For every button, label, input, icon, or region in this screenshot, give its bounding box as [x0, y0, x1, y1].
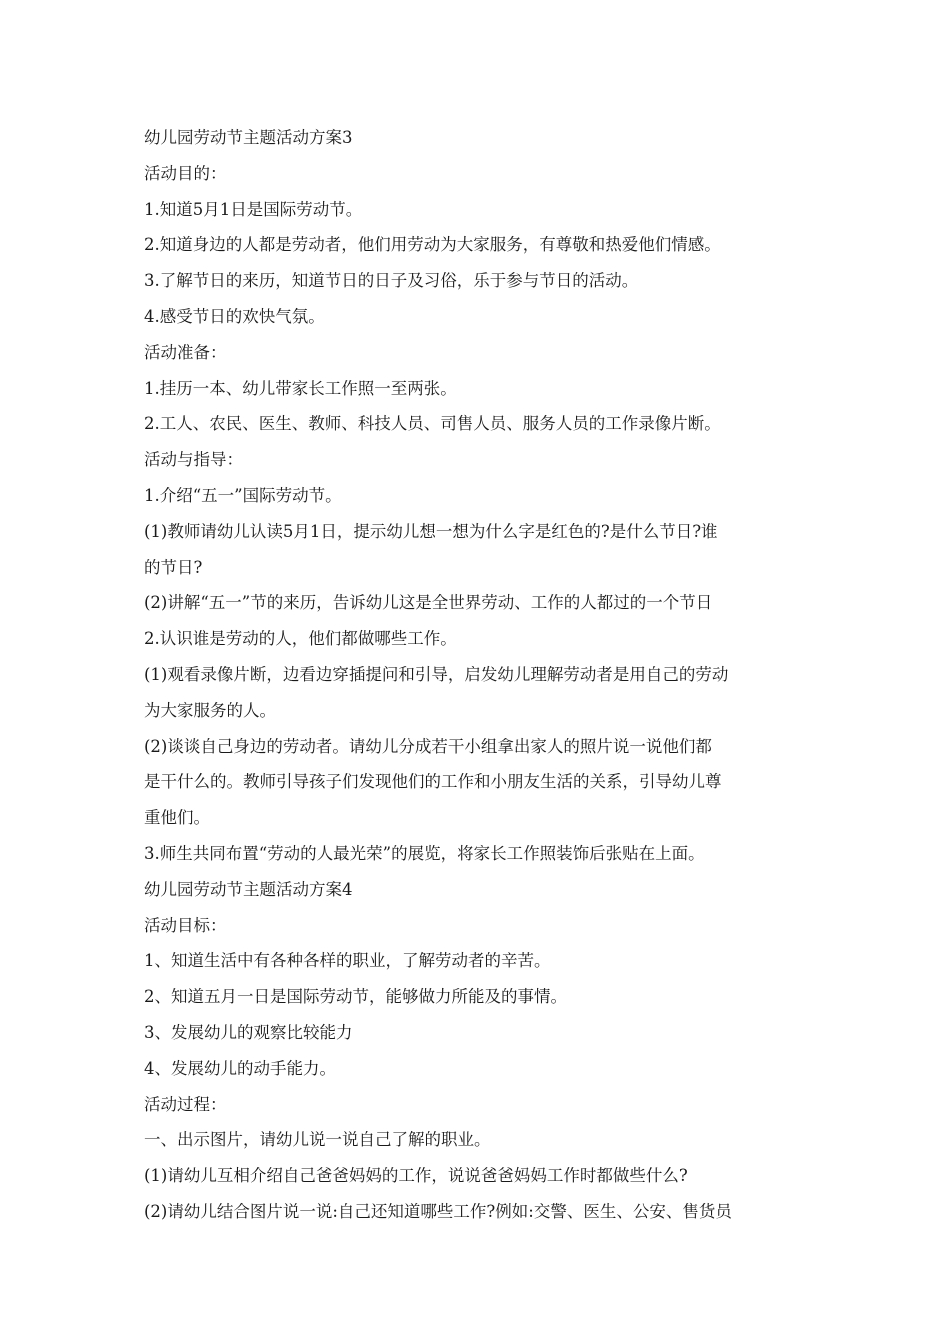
- guidance-step-1-sub-1-line-1: (1)教师请幼儿认读5月1日，提示幼儿想一想为什么字是红色的?是什么节日?谁: [144, 521, 718, 541]
- heading-activity-process: 活动过程：: [144, 1094, 227, 1114]
- preparation-item-1: 1.挂历一本、幼儿带家长工作照一至两张。: [144, 378, 457, 398]
- goal-item-3: 3.了解节日的来历，知道节日的日子及习俗，乐于参与节日的活动。: [144, 271, 639, 291]
- objective-item-2: 2、知道五月一日是国际劳动节，能够做力所能及的事情。: [144, 987, 567, 1007]
- guidance-step-2: 2.认识谁是劳动的人，他们都做哪些工作。: [144, 629, 457, 649]
- heading-activity-preparation: 活动准备：: [144, 342, 227, 362]
- process-step-1: 一、出示图片，请幼儿说一说自己了解的职业。: [144, 1130, 491, 1150]
- guidance-step-1: 1.介绍“五一”国际劳动节。: [144, 485, 342, 505]
- objective-item-4: 4、发展幼儿的动手能力。: [144, 1058, 336, 1078]
- goal-item-1: 1.知道5月1日是国际劳动节。: [144, 199, 363, 219]
- guidance-step-1-sub-1-line-2: 的节日?: [144, 557, 203, 577]
- objective-item-1: 1、知道生活中有各种各样的职业，了解劳动者的辛苦。: [144, 951, 551, 971]
- process-step-1-sub-1: (1)请幼儿互相介绍自己爸爸妈妈的工作，说说爸爸妈妈工作时都做些什么?: [144, 1166, 688, 1186]
- guidance-step-2-sub-1-line-2: 为大家服务的人。: [144, 700, 276, 720]
- process-step-1-sub-2: (2)请幼儿结合图片说一说:自己还知道哪些工作?例如:交警、医生、公安、售货员: [144, 1201, 732, 1221]
- goal-item-2: 2.知道身边的人都是劳动者，他们用劳动为大家服务，有尊敬和热爱他们情感。: [144, 235, 721, 255]
- guidance-step-1-sub-2: (2)讲解“五一”节的来历，告诉幼儿这是全世界劳动、工作的人都过的一个节日: [144, 593, 713, 613]
- guidance-step-2-sub-2-line-3: 重他们。: [144, 808, 210, 828]
- section-title-plan-4: 幼儿园劳动节主题活动方案4: [144, 879, 353, 899]
- goal-item-4: 4.感受节日的欢快气氛。: [144, 306, 325, 326]
- heading-activity-goals: 活动目的：: [144, 163, 227, 183]
- guidance-step-2-sub-2-line-2: 是干什么的。教师引导孩子们发现他们的工作和小朋友生活的关系，引导幼儿尊: [144, 772, 722, 792]
- heading-activity-objectives: 活动目标：: [144, 915, 227, 935]
- heading-activity-guidance: 活动与指导：: [144, 450, 243, 470]
- document-body: [144, 120, 814, 1230]
- preparation-item-2: 2.工人、农民、医生、教师、科技人员、司售人员、服务人员的工作录像片断。: [144, 414, 721, 434]
- guidance-step-2-sub-1-line-1: (1)观看录像片断，边看边穿插提问和引导，启发幼儿理解劳动者是用自己的劳动: [144, 664, 729, 684]
- guidance-step-2-sub-2-line-1: (2)谈谈自己身边的劳动者。请幼儿分成若干小组拿出家人的照片说一说他们都: [144, 736, 712, 756]
- section-title-plan-3: 幼儿园劳动节主题活动方案3: [144, 128, 353, 147]
- objective-item-3: 3、发展幼儿的观察比较能力: [144, 1022, 353, 1042]
- guidance-step-3: 3.师生共同布置“劳动的人最光荣”的展览，将家长工作照装饰后张贴在上面。: [144, 843, 705, 863]
